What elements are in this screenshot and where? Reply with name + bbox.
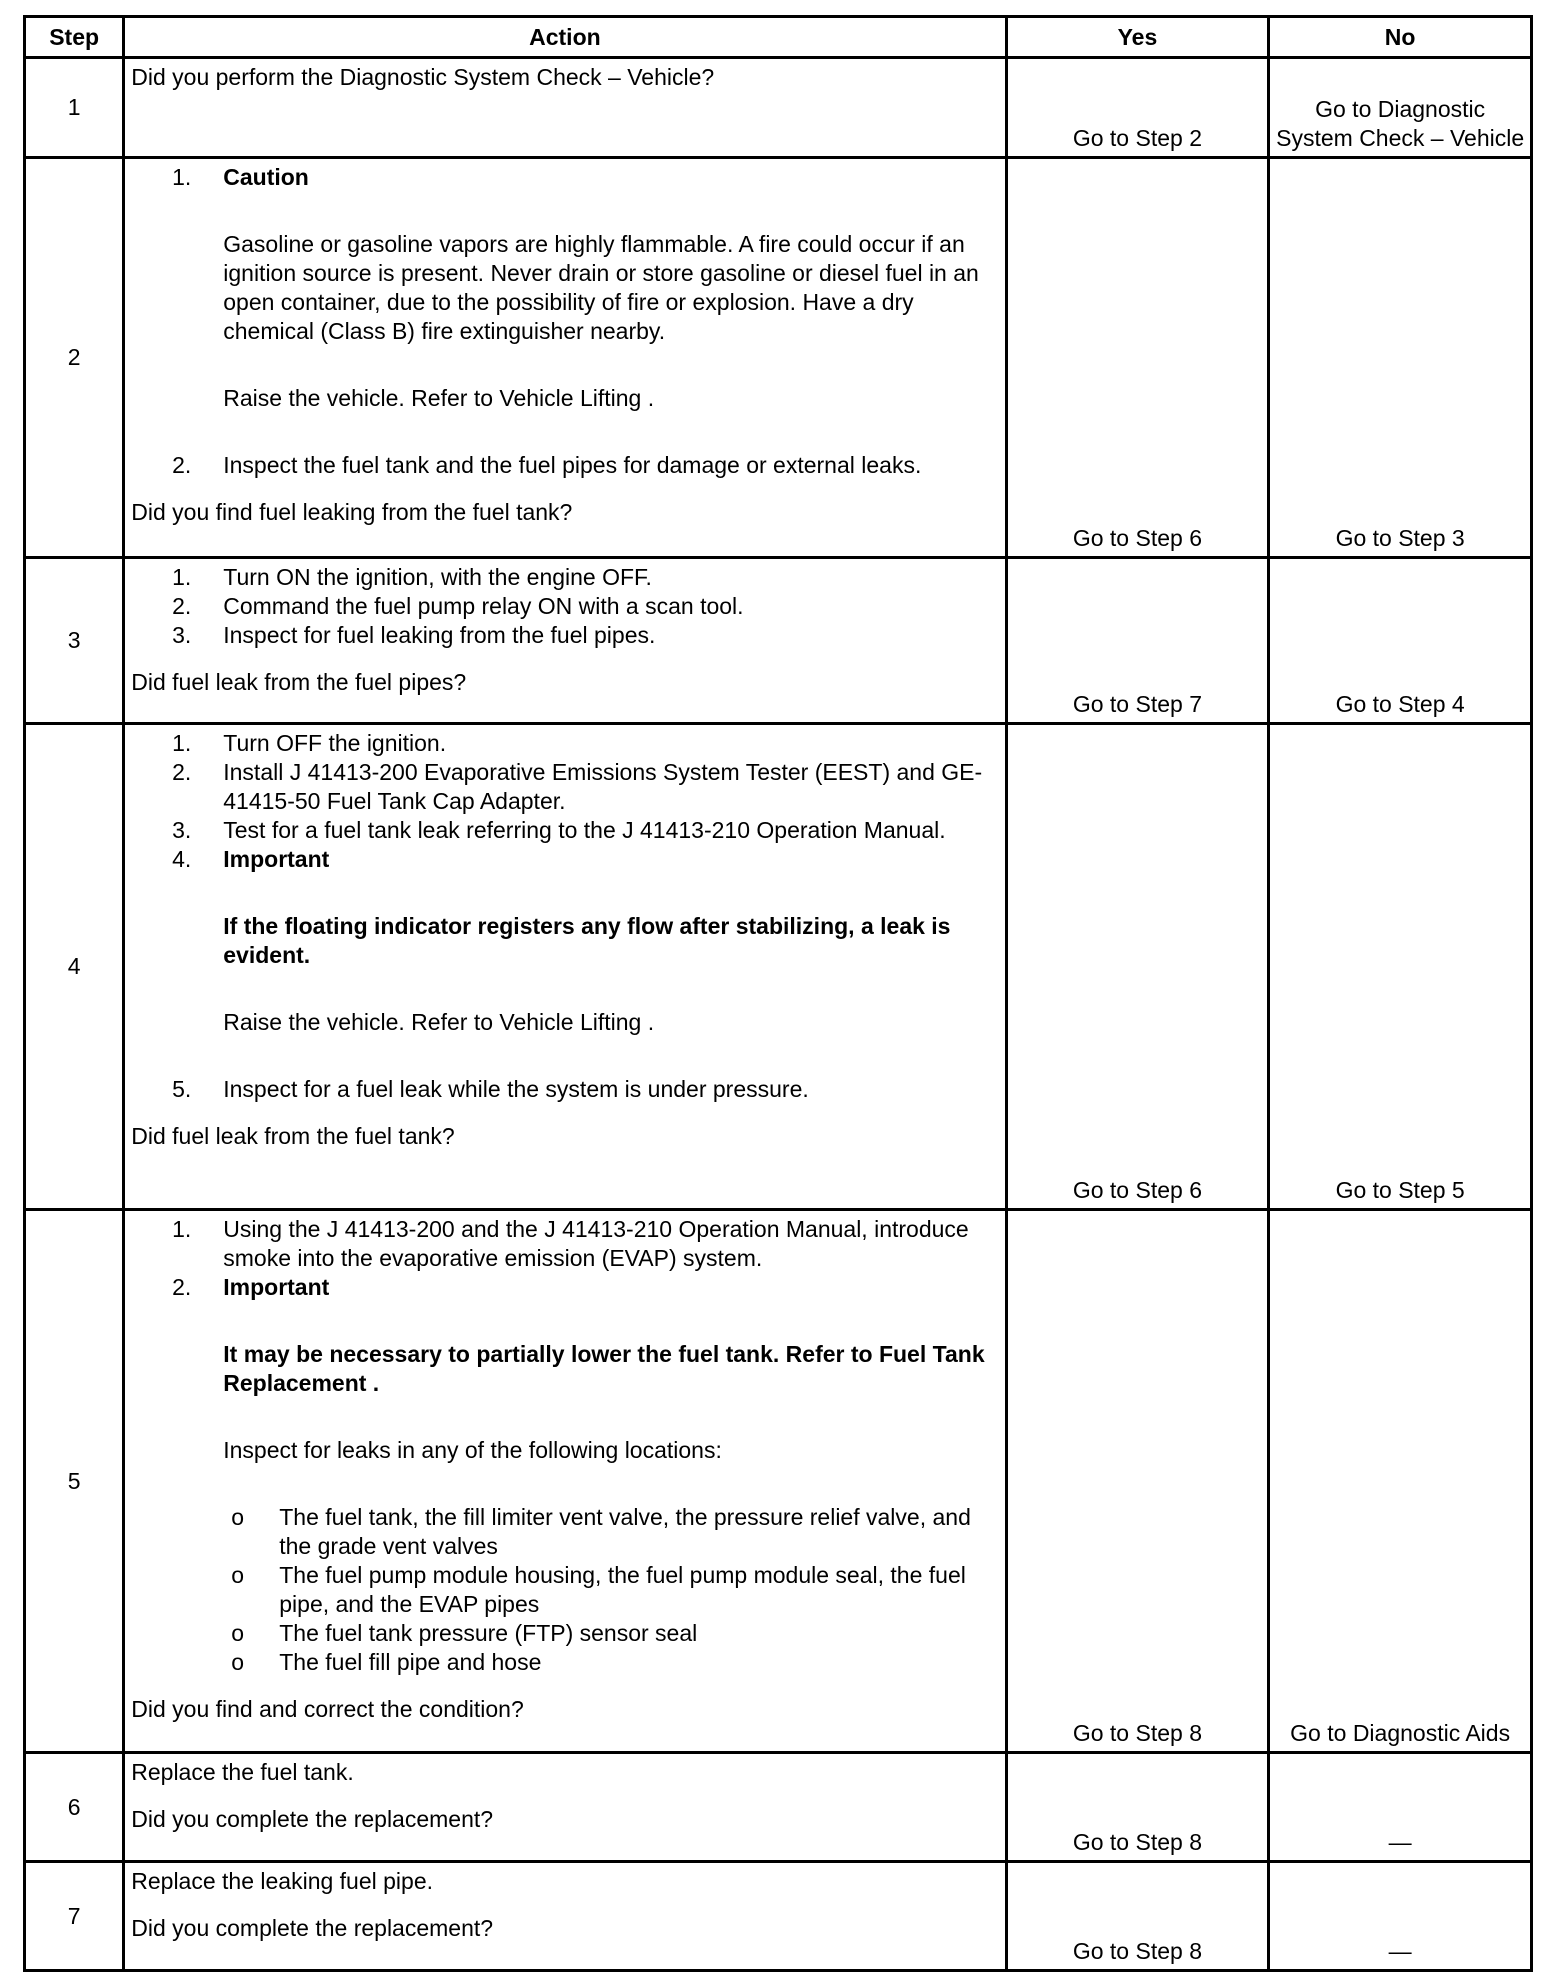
list-item: 1. Caution Gasoline or gasoline vapors are highly flammable. A fire could occur if an ignition source is present. Never drain or store gasoline or diesel fuel in an open container, due to the possibility of fire or explosion. Have a dry chemical (Class B) fire extinguisher nearby. Raise the vehicle. Refer to Vehicle Lifting . [131,163,999,451]
action-cell [124,558,1006,724]
action-steps [131,163,999,480]
list-item: 1. Using the J 41413-200 and the J 41413-210 Operation Manual, introduce smoke into the evaporative emission (EVAP) system. [172,1216,969,1271]
leak-location-list [131,1503,999,1677]
action-cell [124,58,1006,158]
step-number: 2 [25,158,124,558]
bullet-icon: o [231,1504,245,1530]
inspect-intro: Inspect for leaks in any of the following locations: [223,1437,722,1463]
bullet-icon: o [231,1562,245,1588]
action-text: Replace the fuel tank. [131,1759,354,1785]
table-row-step-7 [25,1862,1532,1971]
header-row [25,17,1532,58]
no-cell: Go to Diagnostic System Check – Vehicle [1269,58,1532,158]
list-item: 3. Inspect for fuel leaking from the fuel pipes. [172,622,656,648]
yes-cell: Go to Step 8 [1006,1753,1269,1862]
step-number: 1 [25,58,124,158]
list-item: 4. Important If the floating indicator registers any flow after stabilizing, a leak is evident. Raise the vehicle. Refer to Vehicle Lifting . [131,845,999,1075]
no-cell: Go to Step 5 [1269,724,1532,1210]
question: Did fuel leak from the fuel tank? [131,1123,455,1149]
action-cell [124,1753,1006,1862]
action-cell [124,1862,1006,1971]
action-cell [124,158,1006,558]
header-yes: Yes [1006,17,1269,58]
list-item: 1. Turn ON the ignition, with the engine OFF. [172,564,652,590]
list-item: 2. Inspect the fuel tank and the fuel pipes for damage or external leaks. [172,452,922,478]
list-item: 2. Install J 41413-200 Evaporative Emissions System Tester (EEST) and GE-41415-50 Fuel Tank Cap Adapter. [172,759,983,814]
list-item: 1. Turn OFF the ignition. [172,730,447,756]
action-cell [124,1210,1006,1753]
table-row-step-3 [25,558,1532,724]
list-item: o The fuel tank pressure (FTP) sensor seal [231,1620,698,1646]
table-row-step-5 [25,1210,1532,1753]
bullet-icon: o [231,1620,245,1646]
question: Did you find fuel leaking from the fuel tank? [131,499,573,525]
question: Did you complete the replacement? [131,1806,494,1832]
table-row-step-4 [25,724,1532,1210]
yes-cell: Go to Step 6 [1006,724,1269,1210]
important-title: Important [223,846,330,872]
raise-vehicle-text: Raise the vehicle. Refer to Vehicle Lifting . [223,385,655,411]
no-cell: Go to Diagnostic Aids [1269,1210,1532,1753]
header-action: Action [124,17,1006,58]
yes-cell: Go to Step 6 [1006,158,1269,558]
action-steps [131,563,999,650]
table-row-step-6 [25,1753,1532,1862]
important-title: Important [223,1274,330,1300]
no-cell: Go to Step 3 [1269,158,1532,558]
list-item: 3. Test for a fuel tank leak referring to the J 41413-210 Operation Manual. [172,817,946,843]
action-steps [131,729,999,1104]
no-cell: — [1269,1753,1532,1862]
diagnostic-table [23,15,1533,1972]
question: Did you complete the replacement? [131,1915,494,1941]
table-row-step-2 [25,158,1532,558]
step-number: 4 [25,724,124,1210]
caution-text: Gasoline or gasoline vapors are highly flammable. A fire could occur if an ignition source is present. Never drain or store gasoline or diesel fuel in an open container, due to the possibility of fire or explosion. Have a dry chemical (Class B) fire extinguisher nearby. [223,231,979,344]
question: Did you find and correct the condition? [131,1696,524,1722]
step-number: 7 [25,1862,124,1971]
step-number: 6 [25,1753,124,1862]
important-text: It may be necessary to partially lower the fuel tank. Refer to Fuel Tank Replacement . [223,1341,985,1396]
header-step: Step [25,17,124,58]
yes-cell: Go to Step 8 [1006,1862,1269,1971]
yes-cell: Go to Step 2 [1006,58,1269,158]
yes-cell: Go to Step 8 [1006,1210,1269,1753]
list-item: o The fuel fill pipe and hose [231,1649,542,1675]
action-steps [131,1215,999,1503]
question: Did you perform the Diagnostic System Check – Vehicle? [131,64,715,90]
list-item: 5. Inspect for a fuel leak while the system is under pressure. [172,1076,809,1102]
header-no: No [1269,17,1532,58]
list-item: 2. Command the fuel pump relay ON with a scan tool. [172,593,744,619]
list-item: o The fuel pump module housing, the fuel pump module seal, the fuel pipe, and the EVAP pipes [231,1562,966,1617]
raise-vehicle-text: Raise the vehicle. Refer to Vehicle Lifting . [223,1009,655,1035]
no-cell: Go to Step 4 [1269,558,1532,724]
caution-title: Caution [223,164,309,190]
step-number: 3 [25,558,124,724]
step-number: 5 [25,1210,124,1753]
question: Did fuel leak from the fuel pipes? [131,669,467,695]
action-text: Replace the leaking fuel pipe. [131,1868,434,1894]
no-cell: — [1269,1862,1532,1971]
yes-cell: Go to Step 7 [1006,558,1269,724]
important-text: If the floating indicator registers any flow after stabilizing, a leak is evident. [223,913,951,968]
list-item: 2. Important It may be necessary to partially lower the fuel tank. Refer to Fuel Tank Replacement . Inspect for leaks in any of the following locations: [131,1273,999,1503]
action-cell [124,724,1006,1210]
list-item: o The fuel tank, the fill limiter vent valve, the pressure relief valve, and the grade vent valves [231,1504,971,1559]
table-row-step-1 [25,58,1532,158]
bullet-icon: o [231,1649,245,1675]
